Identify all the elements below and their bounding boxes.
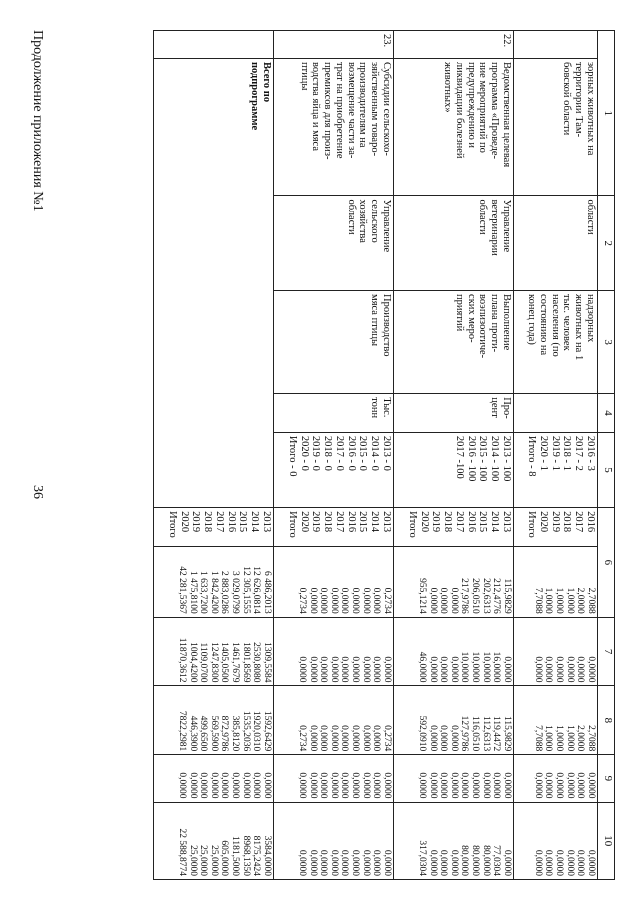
total-col-8: 1592,6429 1920,0310 1535,2036 385,8120 872,9786 569,5900 499,6500 446,3900 7822,2981 bbox=[154, 686, 274, 755]
value-col-9: 0,0000 0,0000 0,0000 0,0000 0,0000 0,0000 0,0000 0,0000 0,0000 bbox=[274, 755, 394, 802]
total-col-7: 1309,5584 2530,8080 1801,8569 1461,7679 1405,0500 1247,8300 1109,0700 1004,4200 11870,3612 bbox=[154, 617, 274, 686]
col-header-6: 6 bbox=[598, 508, 615, 618]
total-label: Всего по подпрограмме bbox=[154, 58, 274, 507]
header-row bbox=[598, 31, 615, 880]
years: 2013 2014 2015 2016 2017 2018 2019 2020 Итого bbox=[394, 508, 514, 547]
col-header-1: 1 bbox=[598, 31, 615, 196]
total-row bbox=[154, 31, 274, 880]
target-values: 2013 - 100 2014 - 100 2015 - 100 2016 - 100 2017 -100 bbox=[394, 432, 514, 507]
value-col-9: 0,0000 0,0000 0,0000 0,0000 0,0000 0,0000 0,0000 0,0000 0,0000 bbox=[394, 755, 514, 802]
unit: Тыс. тонн bbox=[274, 394, 394, 433]
col-header-2: 2 bbox=[598, 196, 615, 291]
program-name: Субсидии сельскохо- зяйственным товаро- производителям на возмещение части за- трат на приобретение премиксов для произ- водства яйца и мяса птицы bbox=[274, 58, 394, 196]
row-number bbox=[514, 31, 598, 59]
value-col-8: 115,9829 119,4472 112,6313 116,0510 127,9786 0,0000 0,0000 0,0000 592,0910 bbox=[394, 686, 514, 755]
value-col-8: 2,7088 2,0000 1,0000 1,0000 1,0000 7,7088 bbox=[514, 686, 598, 755]
total-col-9: 0,0000 0,0000 0,0000 0,0000 0,0000 0,0000 0,0000 0,0000 0,0000 bbox=[154, 755, 274, 802]
table-row bbox=[514, 31, 598, 880]
program-name: Ведомственная целевая программа «Проведе- ние мероприятий по предупреждению и ликвидации болезней животных» bbox=[394, 58, 514, 196]
indicator: Выполнение плана проти- воэпизоотиче- ских меро- приятий bbox=[394, 291, 514, 394]
value-col-6: 115,9829 212,4776 202,6313 206,0510 217,9786 0,0000 0,0000 0,0000 955,1214 bbox=[394, 546, 514, 617]
value-col-10: 0,0000 77,0304 80,0000 80,0000 80,0000 0,0000 0,0000 0,0000 317,0304 bbox=[394, 802, 514, 879]
target-values: 2013 - 0 2014 - 0 2015 - 0 2016 - 0 2017 - 0 2018 - 0 2019 - 0 2020 - 0 Итого - 0 bbox=[274, 432, 394, 507]
value-col-10: 0,0000 0,0000 0,0000 0,0000 0,0000 0,0000 0,0000 0,0000 0,0000 bbox=[274, 802, 394, 879]
col-header-10: 10 bbox=[598, 802, 615, 879]
page-number: 36 bbox=[30, 485, 45, 499]
program-table bbox=[153, 30, 615, 880]
row-number-empty bbox=[154, 31, 274, 59]
value-col-6: 0,2734 0,0000 0,0000 0,0000 0,0000 0,0000 0,0000 0,0000 0,2734 bbox=[274, 546, 394, 617]
value-col-7: 0,0000 0,0000 0,0000 0,0000 0,0000 0,0000 bbox=[514, 617, 598, 686]
col-header-7: 7 bbox=[598, 617, 615, 686]
years: 2013 2014 2015 2016 2017 2018 2019 2020 Итого bbox=[154, 508, 274, 547]
col-header-8: 8 bbox=[598, 686, 615, 755]
indicator: Производство мяса птицы bbox=[274, 291, 394, 394]
col-header-3: 3 bbox=[598, 291, 615, 394]
years: 2016 2017 2018 2019 2020 Итого bbox=[514, 508, 598, 547]
value-col-7: 0,0000 16,0000 10,0000 10,0000 10,0000 0,0000 0,0000 0,0000 46,0000 bbox=[394, 617, 514, 686]
table-row bbox=[394, 31, 514, 880]
value-col-9: 0,0000 0,0000 0,0000 0,0000 0,0000 0,0000 bbox=[514, 755, 598, 802]
row-number: 22. bbox=[394, 31, 514, 59]
rotated-table-area bbox=[85, 30, 615, 880]
target-values: 2016 - 3 2017 - 2 2018 - 1 2019 - 1 2020 - 1 Итого - 8 bbox=[514, 432, 598, 507]
value-col-7: 0,0000 0,0000 0,0000 0,0000 0,0000 0,0000 0,0000 0,0000 0,0000 bbox=[274, 617, 394, 686]
program-name: зорных животных на территории Там- бовской области bbox=[514, 58, 598, 196]
table-row bbox=[274, 31, 394, 880]
col-header-5: 5 bbox=[598, 432, 615, 507]
row-number: 23. bbox=[274, 31, 394, 59]
indicator: надзорных животных на 1 тыс. человек населения (по состоянию на конец года) bbox=[514, 291, 598, 394]
total-col-6: 6 486,2013 12 626,0814 12 305,1555 3 029,0799 2 883,0286 1 842,4200 1 633,7200 1 475,8100 42 281,5367 bbox=[154, 546, 274, 617]
executor: Управление сельского хозяйства области bbox=[274, 196, 394, 291]
executor: области bbox=[514, 196, 598, 291]
years: 2013 2014 2015 2016 2017 2018 2019 2020 Итого bbox=[274, 508, 394, 547]
executor: Управление ветеринарии области bbox=[394, 196, 514, 291]
value-col-6: 2,7088 2,0000 1,0000 1,0000 1,0000 7,7088 bbox=[514, 546, 598, 617]
col-header-9: 9 bbox=[598, 755, 615, 802]
unit bbox=[514, 394, 598, 433]
value-col-10: 0,0000 0,0000 0,0000 0,0000 0,0000 0,0000 bbox=[514, 802, 598, 879]
col-header-4: 4 bbox=[598, 394, 615, 433]
continuation-note: Продолжение приложения №1 bbox=[30, 30, 45, 212]
value-col-8: 0,2734 0,0000 0,0000 0,0000 0,0000 0,0000 0,0000 0,0000 0,2734 bbox=[274, 686, 394, 755]
unit: Про- цент bbox=[394, 394, 514, 433]
total-col-10: 3584,0000 8175,2424 8968,1350 1181,5000 605,0000 25,0000 25,0000 25,0000 22 588,8774 bbox=[154, 802, 274, 879]
